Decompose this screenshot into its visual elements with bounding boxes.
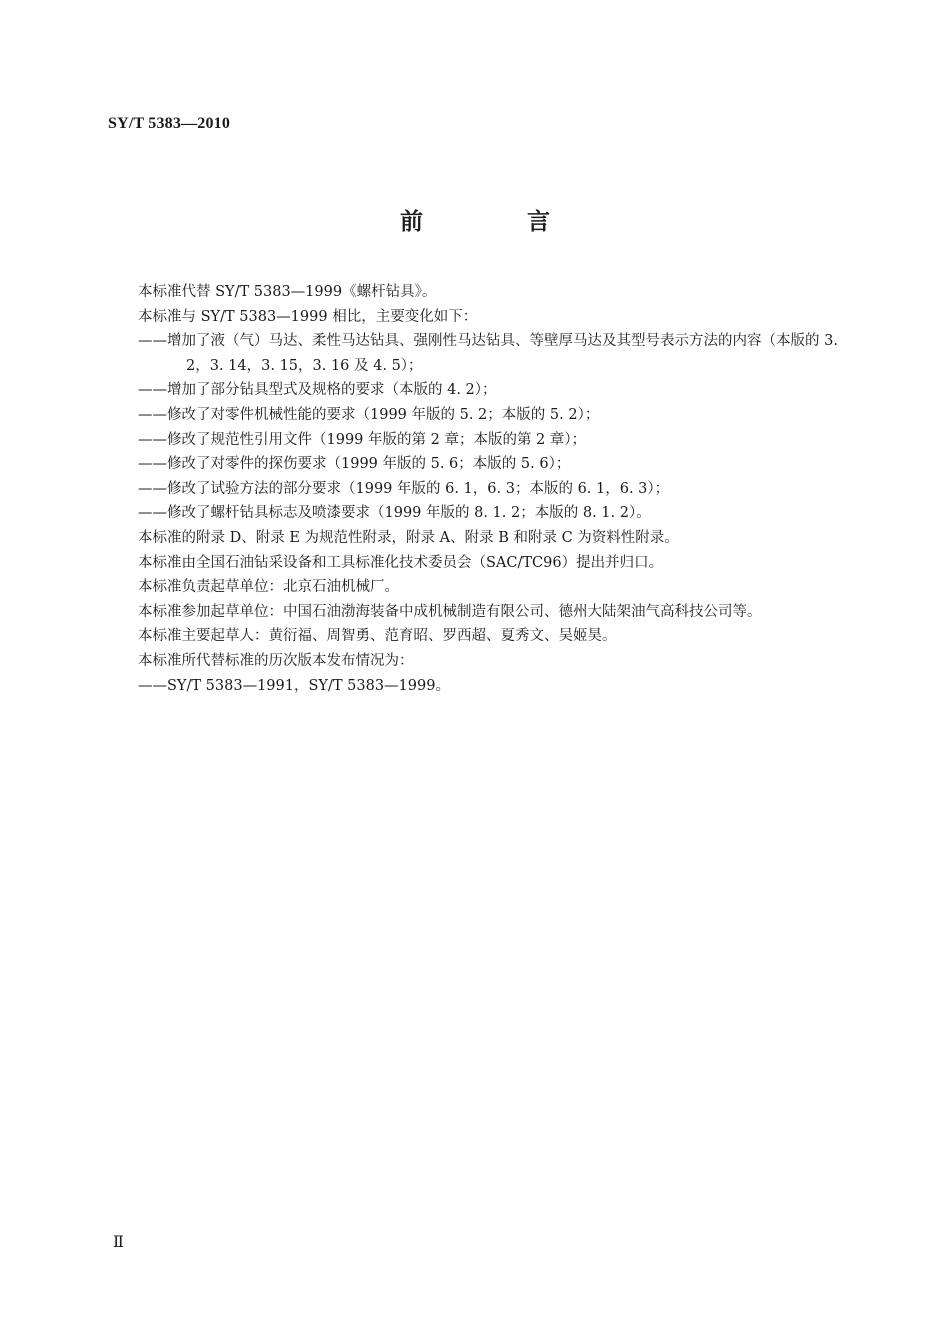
change-item: ——修改了规范性引用文件（1999 年版的第 2 章；本版的第 2 章）； bbox=[138, 431, 587, 448]
paragraph: 本标准的附录 D、附录 E 为规范性附录，附录 A、附录 B 和附录 C 为资料性附录。 bbox=[138, 529, 679, 546]
page-number: Ⅱ bbox=[113, 1234, 124, 1251]
paragraph: 本标准由全国石油钻采设备和工具标准化技术委员会（SAC/TC96）提出并归口。 bbox=[138, 554, 664, 571]
paragraph: 本标准与 SY/T 5383—1999 相比，主要变化如下： bbox=[138, 308, 478, 325]
paragraph: 本标准负责起草单位：北京石油机械厂。 bbox=[138, 579, 399, 596]
version-item: ——SY/T 5383—1991，SY/T 5383—1999。 bbox=[138, 677, 450, 694]
change-item: ——修改了螺杆钻具标志及喷漆要求（1999 年版的 8. 1. 2；本版的 8. 1. 2）。 bbox=[138, 505, 651, 522]
paragraph: 本标准参加起草单位：中国石油渤海装备中成机械制造有限公司、德州大陆架油气高科技公司等。 bbox=[138, 603, 762, 620]
paragraph: 本标准所代替标准的历次版本发布情况为： bbox=[138, 652, 414, 669]
change-item: ——增加了液（气）马达、柔性马达钻具、强刚性马达钻具、等壁厚马达及其型号表示方法的内容（本版的 3. 2，3. 14，3. 15，3. 16 及 4. 5）； bbox=[138, 333, 838, 374]
change-item: ——增加了部分钻具型式及规格的要求（本版的 4. 2）； bbox=[138, 382, 497, 399]
change-item: ——修改了试验方法的部分要求（1999 年版的 6. 1，6. 3；本版的 6. 1，6. 3）； bbox=[138, 480, 670, 497]
section-title: 前 言 bbox=[399, 209, 598, 235]
paragraph: 本标准主要起草人：黄衍福、周智勇、范育昭、罗西超、夏秀文、吴姬昊。 bbox=[138, 628, 617, 645]
standard-code: SY/T 5383—2010 bbox=[108, 115, 231, 132]
change-item: ——修改了对零件机械性能的要求（1999 年版的 5. 2；本版的 5. 2）； bbox=[138, 406, 600, 423]
foreword-body bbox=[108, 280, 848, 698]
change-item: ——修改了对零件的探伤要求（1999 年版的 5. 6；本版的 5. 6）； bbox=[138, 456, 571, 473]
paragraph: 本标准代替 SY/T 5383—1999《螺杆钻具》。 bbox=[138, 284, 437, 300]
